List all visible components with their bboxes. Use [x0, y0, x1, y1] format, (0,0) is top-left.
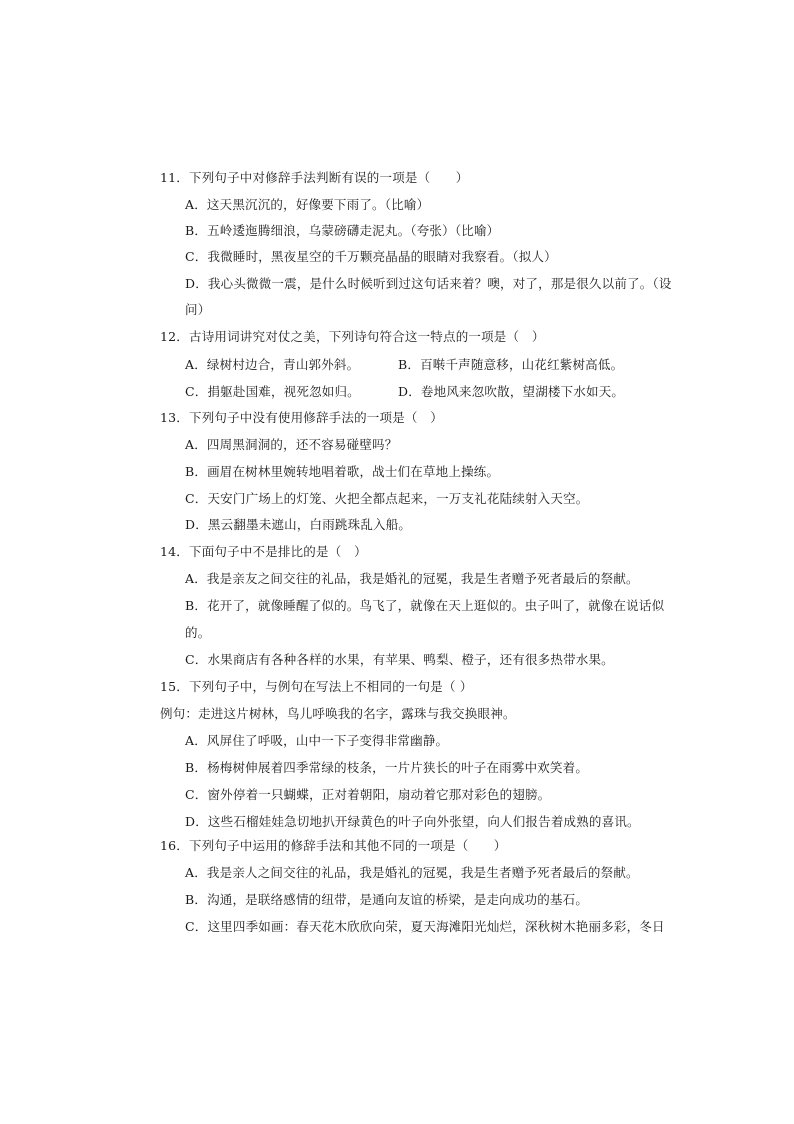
question-16-option-c: C．这里四季如画：春天花木欣欣向荣，夏天海滩阳光灿烂，深秋树木艳丽多彩，冬日: [185, 919, 665, 934]
question-13-option-c: C．天安门广场上的灯笼、火把全都点起来，一万支礼花陆续射入天空。: [185, 491, 589, 506]
question-15-example: 例句：走进这片树林，鸟儿呼唤我的名字，露珠与我交换眼神。: [160, 706, 516, 721]
question-16-stem: 16．下列句子中运用的修辞手法和其他不同的一项是（ ）: [160, 838, 507, 853]
question-15-option-d: D．这些石榴娃娃急切地扒开绿黄色的叶子向外张望，向人们报告着成熟的喜讯。: [185, 814, 640, 829]
question-12-option-b: B．百啭千声随意移，山花红紫树高低。: [398, 357, 624, 372]
question-13-option-b: B．画眉在树林里婉转地唱着歌，战士们在草地上操练。: [185, 464, 500, 479]
question-13-stem: 13．下列句子中没有使用修辞手法的一项是（ ）: [160, 410, 444, 425]
question-15-option-b: B．杨梅树伸展着四季常绿的枝条，一片片狭长的叶子在雨雾中欢笑着。: [185, 760, 589, 775]
question-11-option-a: A．这天黑沉沉的，好像要下雨了。（比喻）: [185, 197, 430, 212]
question-15-stem: 15．下列句子中，与例句在写法上不相同的一句是（ ）: [160, 679, 473, 694]
question-14-stem: 14．下面句子中不是排比的是（ ）: [160, 544, 367, 559]
question-12-option-c: C．捐躯赴国难，视死忽如归。: [185, 384, 360, 399]
question-11-option-c: C．我微睡时，黑夜星空的千万颗亮晶晶的眼睛对我察看。（拟人）: [185, 249, 557, 264]
question-14-option-b: B．花开了，就像睡醒了似的。鸟飞了，就像在天上逛似的。虫子叫了，就像在说话似: [185, 598, 665, 613]
question-14-option-c: C．水果商店有各种各样的水果，有苹果、鸭梨、橙子，还有很多热带水果。: [185, 652, 614, 667]
question-13-option-d: D．黑云翻墨未遮山，白雨跳珠乱入船。: [185, 517, 412, 532]
question-11-stem: 11．下列句子中对修辞手法判断有误的一项是（ ）: [160, 170, 469, 185]
question-11-option-d: D．我心头微微一震，是什么时候听到过这句话来着？噢，对了，那是很久以前了。（设: [185, 276, 672, 291]
question-15-option-a: A．风屏住了呼吸，山中一下子变得非常幽静。: [185, 733, 449, 748]
question-12-stem: 12．古诗用词讲究对仗之美，下列诗句符合这一特点的一项是（ ）: [160, 329, 545, 344]
question-12-option-d: D．卷地风来忽吹散，望湖楼下水如天。: [398, 384, 625, 399]
question-16-option-a: A．我是亲人之间交往的礼品，我是婚礼的冠冕，我是生者赠予死者最后的祭献。: [185, 865, 639, 880]
question-14-option-b-continued: 的。: [185, 625, 211, 640]
question-11-option-d-continued: 问）: [185, 302, 211, 317]
question-12-option-a: A．绿树村边合，青山郭外斜。: [185, 357, 360, 372]
question-14-option-a: A．我是亲友之间交往的礼品，我是婚礼的冠冕，我是生者赠予死者最后的祭献。: [185, 571, 639, 586]
question-16-option-b: B．沟通，是联络感情的纽带，是通向友谊的桥梁，是走向成功的基石。: [185, 892, 589, 907]
question-11-option-b: B．五岭逶迤腾细浪，乌蒙磅礴走泥丸。（夸张）（比喻）: [185, 223, 500, 238]
question-15-option-c: C．窗外停着一只蝴蝶，正对着朝阳，扇动着它那对彩色的翅膀。: [185, 787, 551, 802]
question-13-option-a: A．四周黑洞洞的，还不容易碰壁吗？: [185, 437, 398, 452]
